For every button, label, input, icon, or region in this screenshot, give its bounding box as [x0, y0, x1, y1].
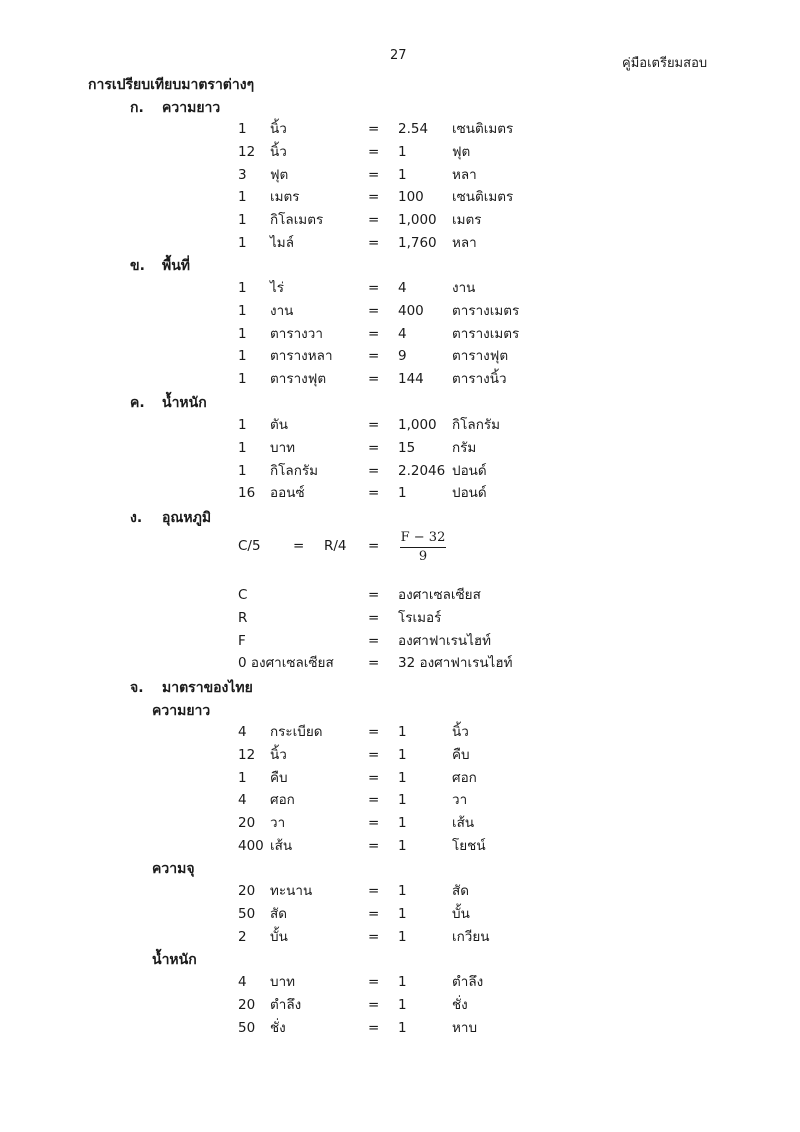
unit-cell: ตารางฟุต: [270, 371, 327, 388]
value-unit-cell: คืบ: [452, 746, 470, 763]
value-unit-cell: ตำลึง: [452, 974, 484, 990]
section-title: น้ำหนัก: [162, 395, 207, 411]
equals-sign: =: [368, 325, 380, 342]
equals-sign: =: [368, 838, 380, 854]
table-row: [0, 926, 800, 948]
value-unit-cell: นิ้ว: [452, 724, 469, 740]
value-unit-cell: บั้น: [452, 905, 470, 922]
value-unit-cell: ตารางฟุต: [452, 348, 509, 365]
value-unit-cell: เส้น: [452, 815, 475, 832]
value-cell: 4: [398, 325, 407, 342]
value-cell: 400: [398, 302, 424, 319]
equals-sign: =: [368, 655, 380, 672]
section-title: มาตราของไทย: [162, 680, 253, 696]
unit-cell: บาท: [270, 974, 296, 990]
table-row: [0, 721, 800, 743]
section-marker: จ.: [130, 680, 144, 696]
value-unit-cell: สัด: [452, 883, 470, 899]
value-cell: 1: [398, 883, 407, 899]
equals-sign: =: [368, 235, 380, 251]
formula-equals-2: =: [368, 538, 380, 554]
value-cell: 1: [398, 769, 407, 786]
quantity-cell: 3: [238, 166, 247, 183]
symbol-cell: F: [238, 632, 246, 649]
unit-cell: ชั่ง: [270, 1019, 286, 1036]
symbol-cell: R: [238, 609, 248, 626]
value-unit-cell: ตารางเมตร: [452, 325, 520, 342]
meaning-cell: โรเมอร์: [398, 609, 442, 626]
value-unit-cell: หลา: [452, 166, 477, 183]
unit-cell: ตารางหลา: [270, 348, 333, 365]
unit-cell: ตำลึง: [270, 996, 302, 1013]
value-cell: 1,760: [398, 235, 437, 251]
table-row: [0, 607, 800, 629]
unit-cell: ศอก: [270, 792, 295, 809]
equals-sign: =: [368, 792, 380, 809]
value-unit-cell: หาบ: [452, 1019, 478, 1036]
unit-cell: วา: [270, 815, 286, 832]
value-cell: 1: [398, 746, 407, 763]
value-unit-cell: ชั่ง: [452, 996, 468, 1013]
formula-equals-1: =: [293, 538, 305, 554]
equals-sign: =: [368, 746, 380, 763]
value-cell: 1: [398, 996, 407, 1013]
value-cell: 1: [398, 928, 407, 945]
equals-sign: =: [368, 815, 380, 832]
equals-sign: =: [368, 212, 380, 229]
section-marker: ข.: [130, 258, 145, 274]
table-row: [0, 437, 800, 459]
table-row: [0, 744, 800, 766]
equals-sign: =: [368, 587, 380, 603]
quantity-cell: 1: [238, 417, 247, 433]
equals-sign: =: [368, 1019, 380, 1036]
value-cell: 1: [398, 838, 407, 854]
unit-cell: ตารางวา: [270, 325, 323, 342]
unit-cell: ออนซ์: [270, 485, 305, 502]
unit-cell: นิ้ว: [270, 746, 287, 763]
value-unit-cell: ตารางนิ้ว: [452, 371, 507, 388]
section-title: ความยาว: [162, 100, 221, 116]
unit-cell: ฟุต: [270, 166, 289, 183]
table-row: [0, 368, 800, 390]
unit-cell: นิ้ว: [270, 121, 287, 137]
value-unit-cell: ปอนด์: [452, 485, 487, 502]
section-thai-heading: [130, 677, 253, 699]
quantity-cell: 1: [238, 121, 247, 137]
table-row: [0, 994, 800, 1016]
value-cell: 100: [398, 189, 424, 206]
thai-volume-heading: ความจุ: [152, 861, 195, 877]
value-cell: 1: [398, 974, 407, 990]
value-unit-cell: วา: [452, 792, 468, 809]
quantity-cell: 12: [238, 143, 256, 160]
equals-sign: =: [368, 166, 380, 183]
value-cell: 1: [398, 792, 407, 809]
value-cell: 1: [398, 905, 407, 922]
fraction-denominator: 9: [418, 549, 428, 564]
quantity-cell: 16: [238, 485, 256, 502]
value-cell: 1: [398, 485, 407, 502]
unit-cell: ทะนาน: [270, 883, 313, 899]
table-row: [0, 323, 800, 345]
quantity-cell: 20: [238, 815, 256, 832]
meaning-cell: องศาเซลเซียส: [398, 587, 481, 603]
table-row: [0, 812, 800, 834]
table-row: [0, 835, 800, 857]
unit-cell: งาน: [270, 302, 294, 319]
quantity-cell: 400: [238, 838, 264, 854]
value-cell: 1: [398, 1019, 407, 1036]
table-row: [0, 460, 800, 482]
equals-sign: =: [368, 974, 380, 990]
unit-cell: บาท: [270, 439, 296, 456]
value-cell: 9: [398, 348, 407, 365]
unit-cell: ไร่: [270, 280, 285, 296]
quantity-cell: 4: [238, 724, 247, 740]
equals-sign: =: [368, 883, 380, 899]
value-cell: 144: [398, 371, 424, 388]
book-title: คู่มือเตรียมสอบ: [622, 56, 708, 71]
unit-cell: ไมล์: [270, 235, 294, 251]
unit-cell: สัด: [270, 905, 288, 922]
quantity-cell: 20: [238, 883, 256, 899]
quantity-cell: 2: [238, 928, 247, 945]
value-cell: 2.2046: [398, 462, 446, 479]
quantity-cell: 1: [238, 280, 247, 296]
value-unit-cell: ฟุต: [452, 143, 471, 160]
equals-sign: =: [368, 143, 380, 160]
section-marker: ก.: [130, 100, 144, 116]
value-unit-cell: งาน: [452, 280, 476, 296]
value-unit-cell: ศอก: [452, 769, 477, 786]
unit-cell: นิ้ว: [270, 143, 287, 160]
equals-sign: =: [368, 302, 380, 319]
unit-cell: เมตร: [270, 189, 300, 206]
equals-sign: =: [368, 905, 380, 922]
equals-sign: =: [368, 439, 380, 456]
formula-r-part: R/4: [324, 538, 347, 554]
value-cell: 1,000: [398, 417, 437, 433]
table-row: [0, 880, 800, 902]
quantity-cell: 50: [238, 1019, 256, 1036]
formula-c-part: C/5: [238, 538, 261, 554]
quantity-cell: 50: [238, 905, 256, 922]
table-row: [0, 652, 800, 674]
quantity-cell: 1: [238, 439, 247, 456]
table-row: [0, 789, 800, 811]
section-length-heading: [130, 97, 220, 119]
equals-sign: =: [368, 280, 380, 296]
value-unit-cell: ตารางเมตร: [452, 302, 520, 319]
quantity-cell: 1: [238, 302, 247, 319]
quantity-cell: 1: [238, 235, 247, 251]
symbol-cell: 0 องศาเซลเซียส: [238, 655, 334, 672]
table-row: [0, 209, 800, 231]
equals-sign: =: [368, 189, 380, 206]
quantity-cell: 1: [238, 769, 247, 786]
section-marker: ง.: [130, 510, 143, 526]
fraction-numerator: F − 32: [400, 530, 446, 545]
table-row: [0, 767, 800, 789]
unit-cell: กระเบียด: [270, 724, 323, 740]
value-cell: 1: [398, 724, 407, 740]
table-row: [0, 277, 800, 299]
quantity-cell: 4: [238, 792, 247, 809]
quantity-cell: 1: [238, 212, 247, 229]
value-unit-cell: หลา: [452, 235, 477, 251]
fraction-bar: [400, 547, 446, 548]
table-row: [0, 630, 800, 652]
quantity-cell: 1: [238, 325, 247, 342]
equals-sign: =: [368, 769, 380, 786]
table-row: [0, 164, 800, 186]
value-cell: 1,000: [398, 212, 437, 229]
section-title: อุณหภูมิ: [162, 510, 212, 526]
value-unit-cell: กรัม: [452, 439, 477, 456]
table-row: [0, 971, 800, 993]
value-cell: 1: [398, 143, 407, 160]
quantity-cell: 1: [238, 462, 247, 479]
table-row: [0, 345, 800, 367]
value-unit-cell: โยชน์: [452, 838, 486, 854]
equals-sign: =: [368, 724, 380, 740]
value-unit-cell: กิโลกรัม: [452, 417, 501, 433]
table-row: [0, 141, 800, 163]
meaning-cell: 32 องศาฟาเรนไฮท์: [398, 655, 513, 672]
section-marker: ค.: [130, 395, 145, 411]
unit-cell: ตัน: [270, 417, 288, 433]
quantity-cell: 1: [238, 371, 247, 388]
value-cell: 4: [398, 280, 407, 296]
section-area-heading: [130, 255, 190, 277]
unit-cell: กิโลกรัม: [270, 462, 319, 479]
value-cell: 15: [398, 439, 416, 456]
quantity-cell: 20: [238, 996, 256, 1013]
equals-sign: =: [368, 632, 380, 649]
equals-sign: =: [368, 371, 380, 388]
value-unit-cell: เซนติเมตร: [452, 121, 514, 137]
table-row: [0, 118, 800, 140]
table-row: [0, 482, 800, 504]
equals-sign: =: [368, 609, 380, 626]
equals-sign: =: [368, 121, 380, 137]
thai-length-heading: ความยาว: [152, 703, 211, 719]
quantity-cell: 1: [238, 189, 247, 206]
equals-sign: =: [368, 348, 380, 365]
table-row: [0, 903, 800, 925]
unit-cell: คืบ: [270, 769, 288, 786]
equals-sign: =: [368, 417, 380, 433]
table-row: [0, 300, 800, 322]
table-row: [0, 232, 800, 254]
table-row: [0, 186, 800, 208]
page-number: 27: [390, 48, 407, 63]
table-row: [0, 414, 800, 436]
symbol-cell: C: [238, 587, 248, 603]
quantity-cell: 4: [238, 974, 247, 990]
section-weight-heading: [130, 392, 207, 414]
table-row: [0, 1017, 800, 1039]
unit-cell: บั้น: [270, 928, 288, 945]
unit-cell: เส้น: [270, 838, 293, 854]
value-unit-cell: เกวียน: [452, 928, 490, 945]
section-temperature-heading: [130, 507, 211, 529]
formula-fraction: [400, 530, 446, 565]
table-row: [0, 584, 800, 606]
value-cell: 1: [398, 815, 407, 832]
unit-cell: กิโลเมตร: [270, 212, 324, 229]
main-title: การเปรียบเทียบมาตราต่างๆ: [88, 77, 255, 93]
meaning-cell: องศาฟาเรนไฮท์: [398, 632, 492, 649]
equals-sign: =: [368, 462, 380, 479]
thai-weight-heading: น้ำหนัก: [152, 952, 197, 968]
quantity-cell: 1: [238, 348, 247, 365]
equals-sign: =: [368, 928, 380, 945]
value-cell: 1: [398, 166, 407, 183]
section-title: พื้นที่: [162, 258, 191, 274]
value-unit-cell: เซนติเมตร: [452, 189, 514, 206]
value-unit-cell: เมตร: [452, 212, 482, 229]
quantity-cell: 12: [238, 746, 256, 763]
value-unit-cell: ปอนด์: [452, 462, 487, 479]
value-cell: 2.54: [398, 121, 429, 137]
equals-sign: =: [368, 996, 380, 1013]
equals-sign: =: [368, 485, 380, 502]
